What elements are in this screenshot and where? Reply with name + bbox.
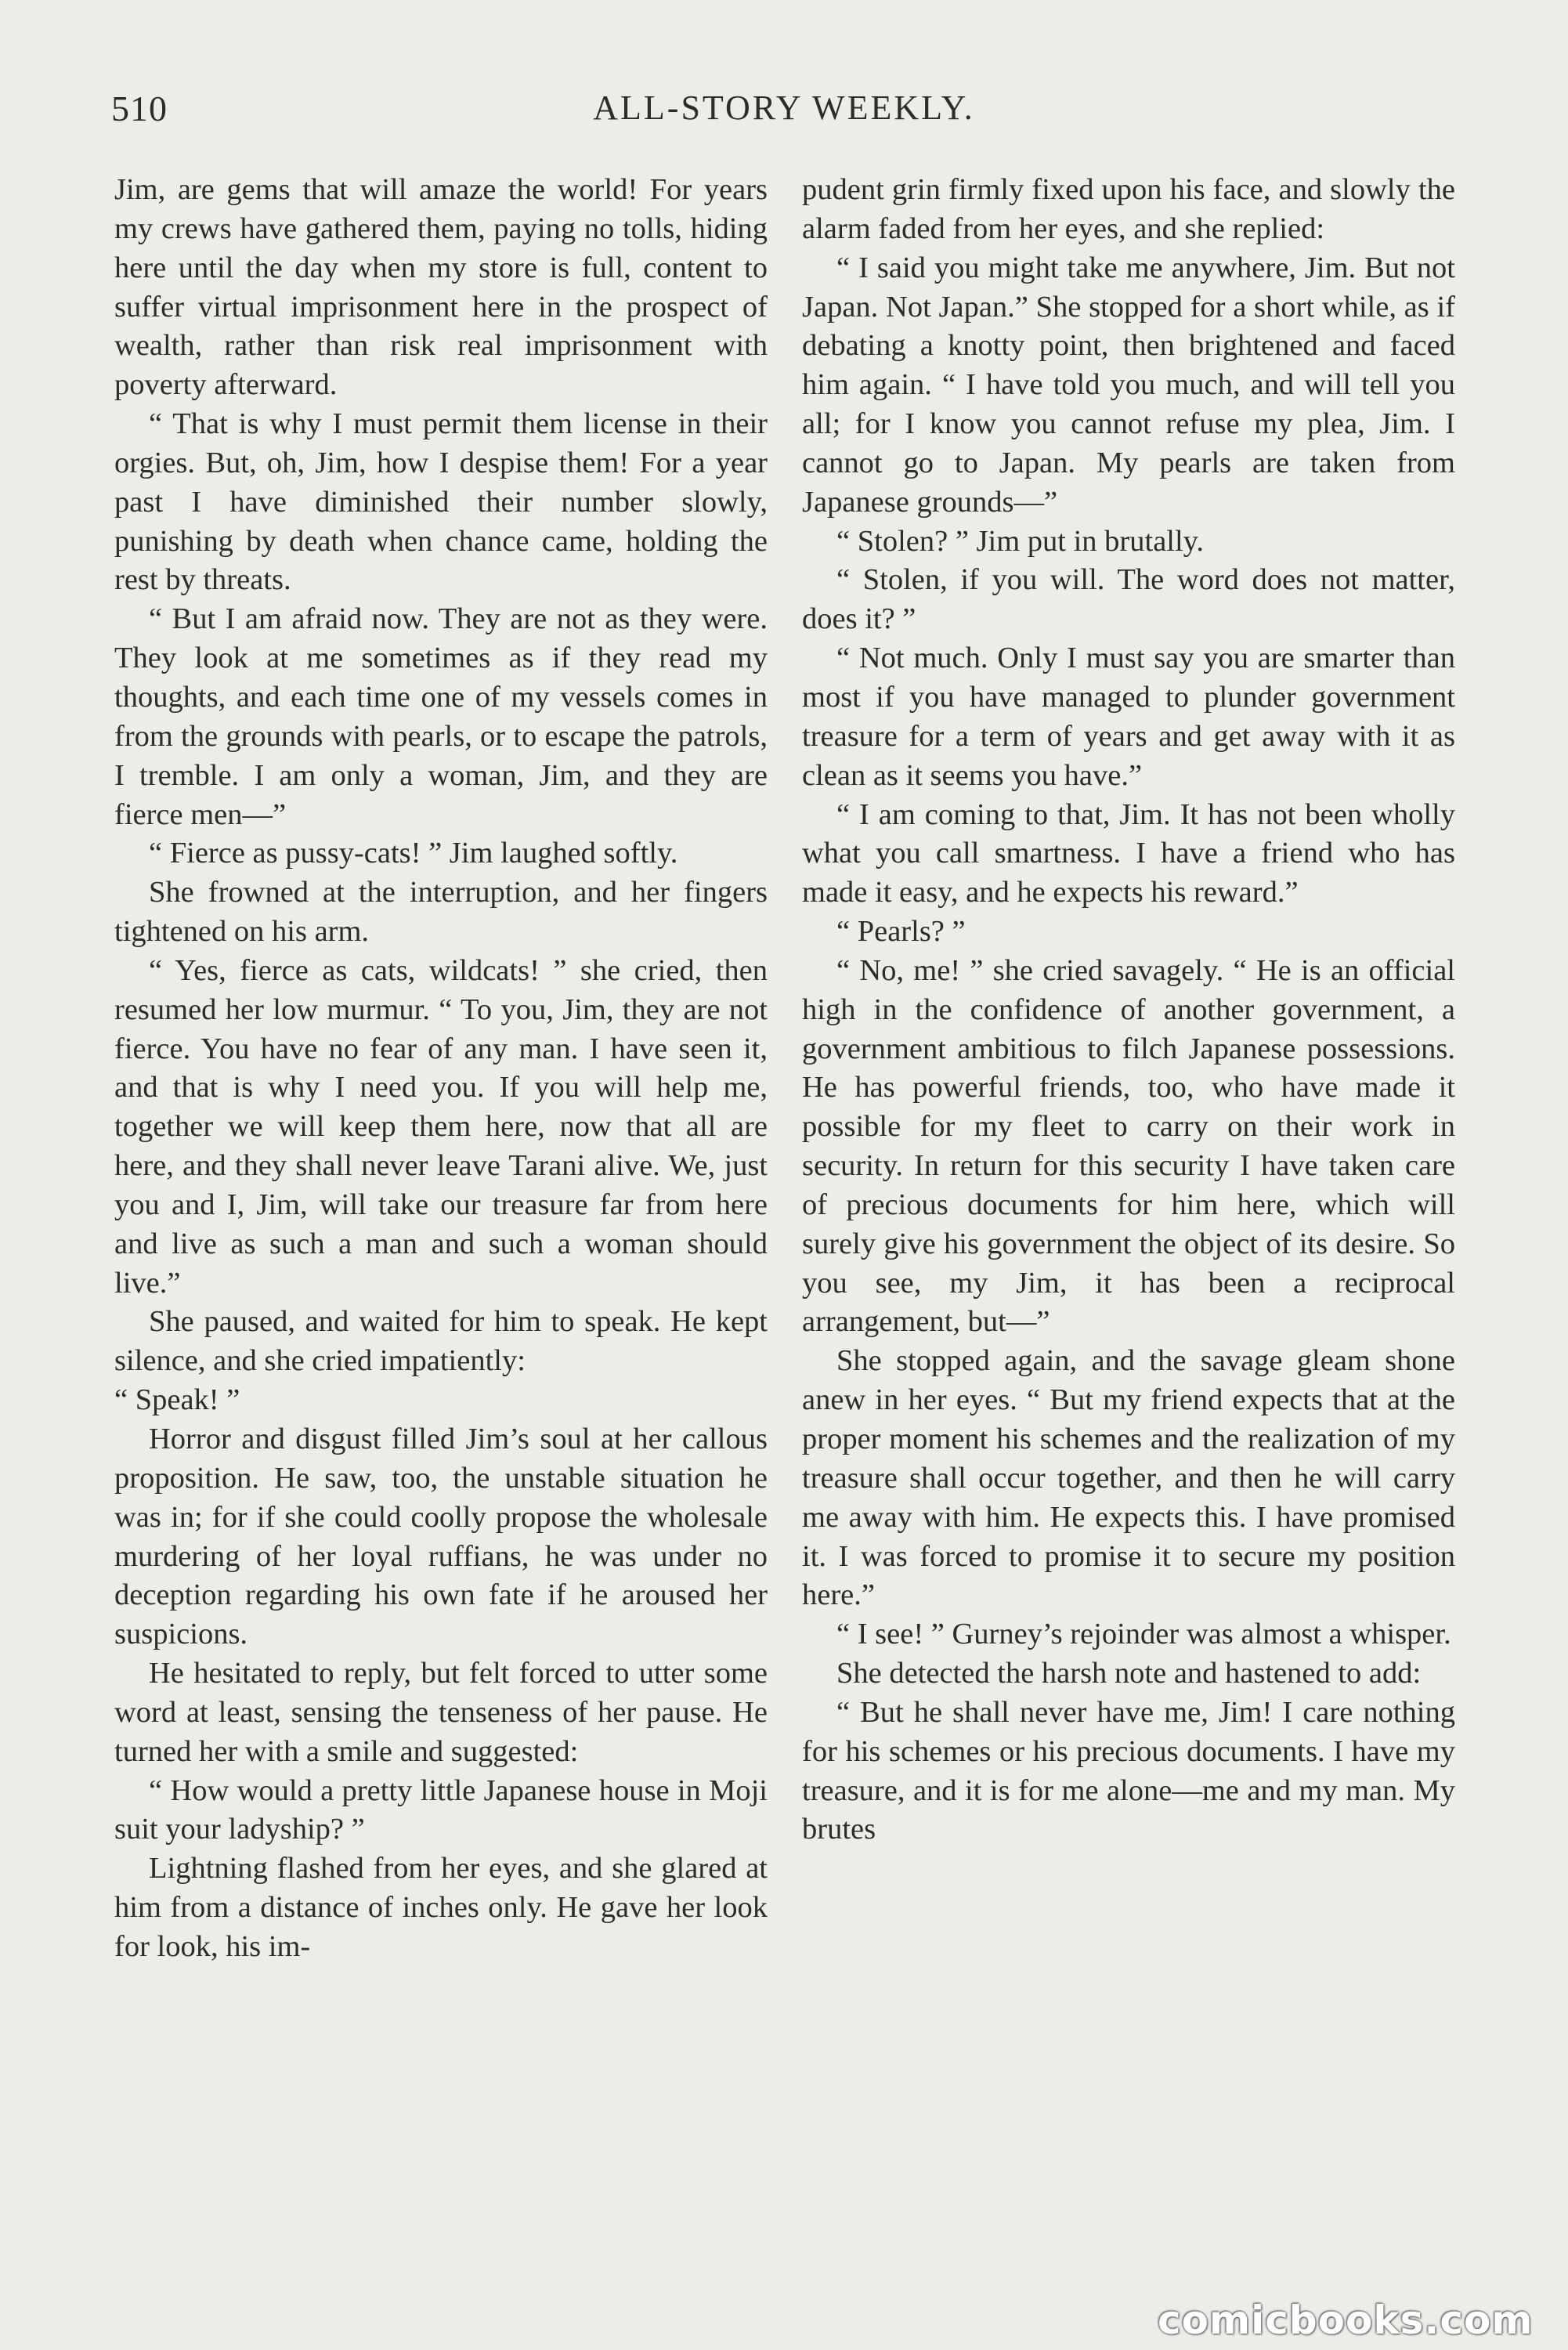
running-head: ALL-STORY WEEKLY. — [593, 89, 975, 127]
paragraph: “ Yes, fierce as cats, wildcats! ” she cried, then resumed her low murmur. “ To you, Jim, they are not fierce. You have no fear of any man. I have seen it, and that is why I need you. If you will help me, together we will keep them here, now that all are here, and they shall never leave Tarani alive. We, just you and I, Jim, will take our treasure far from here and live as such a man and such a woman should live.” — [114, 953, 768, 1300]
paragraph: “ I am coming to that, Jim. It has not been wholly what you call smartness. I have a friend who has made it easy, and he expects his reward.” — [802, 797, 1455, 909]
paragraph: “ Not much. Only I must say you are smarter than most if you have managed to plunder government treasure for a term of years and get away with it as clean as it seems you have.” — [802, 642, 1455, 792]
right-column — [802, 171, 1455, 1849]
paragraph: “ Speak! ” — [114, 1383, 240, 1417]
page-number: 510 — [111, 89, 168, 128]
paragraph: She paused, and waited for him to speak. He kept silence, and she cried impatiently: — [114, 1305, 768, 1378]
paragraph: Lightning flashed from her eyes, and she glared at him from a distance of inches only. He gave her look for look, his im- — [114, 1852, 768, 1963]
paragraph: Jim, are gems that will amaze the world! For years my crews have gathered them, paying no tolls, hiding here until the day when my store is full, content to suffer virtual imprisonment here in the prospect of wealth, rather than risk real imprisonment with poverty afterward. — [114, 173, 768, 402]
paragraph: “ Pearls? ” — [836, 915, 966, 949]
paragraph: “ No, me! ” she cried savagely. “ He is an official high in the confidence of another government, a government ambitious to filch Japanese possessions. He has powerful friends, too, who have made it possible for my fleet to carry on their work in security. In return for this security I have taken care of precious documents for him here, which will surely give his government the object of its desire. So you see, my Jim, it has been a reciprocal arrangement, but—” — [802, 953, 1455, 1339]
paragraph: She frowned at the interruption, and her fingers tightened on his arm. — [114, 876, 768, 949]
paragraph: “ But I am afraid now. They are not as they were. They look at me sometimes as if they read my thoughts, and each time one of my vessels comes in from the grounds with pearls, or to escape the patrols, I tremble. I am only a woman, Jim, and they are fierce men—” — [114, 602, 768, 831]
paragraph: “ I said you might take me anywhere, Jim. But not Japan. Not Japan.” She stopped for a short while, as if debating a knotty point, then brightened and faced him again. “ I have told you much, and will tell you all; for I know you cannot refuse my plea, Jim. I cannot go to Japan. My pearls are taken from Japanese grounds—” — [802, 251, 1455, 519]
paragraph: Horror and disgust filled Jim’s soul at her callous proposition. He saw, too, the unstable situation he was in; for if she could coolly propose the wholesale murdering of her loyal ruffians, he was under no deception regarding his own fate if he aroused her suspicions. — [114, 1423, 768, 1651]
paragraph: pudent grin firmly fixed upon his face, and slowly the alarm faded from her eyes, and she replied: — [802, 173, 1455, 245]
paragraph: “ Stolen, if you will. The word does not matter, does it? ” — [802, 563, 1455, 636]
paragraph: “ I see! ” Gurney’s rejoinder was almost a whisper. — [836, 1618, 1451, 1651]
paragraph: “ Fierce as pussy-cats! ” Jim laughed softly. — [149, 837, 678, 870]
paragraph: “ Stolen? ” Jim put in brutally. — [836, 524, 1205, 558]
watermark-logo: comicbooks.com — [1158, 2298, 1534, 2343]
paragraph: He hesitated to reply, but felt forced to utter some word at least, sensing the tenseness of her pause. He turned her with a smile and suggested: — [114, 1657, 768, 1768]
paragraph: “ How would a pretty little Japanese house in Moji suit your ladyship? ” — [114, 1773, 768, 1846]
paragraph: “ But he shall never have me, Jim! I care nothing for his schemes or his precious documents. I have my treasure, and it is for me alone—me and my man. My brutes — [802, 1695, 1455, 1846]
paragraph: “ That is why I must permit them license in their orgies. But, oh, Jim, how I despise them! For a year past I have diminished their number slowly, punishing by death when chance came, holding the rest by threats. — [114, 407, 768, 597]
left-column — [114, 171, 768, 1967]
paragraph: She stopped again, and the savage gleam shone anew in her eyes. “ But my friend expects that at the proper moment his schemes and the realization of my treasure shall occur together, and then he will carry me away with him. He expects this. I have promised it. I was forced to promise it to secure my position here.” — [802, 1344, 1455, 1612]
paragraph: She detected the harsh note and hastened to add: — [836, 1657, 1422, 1690]
